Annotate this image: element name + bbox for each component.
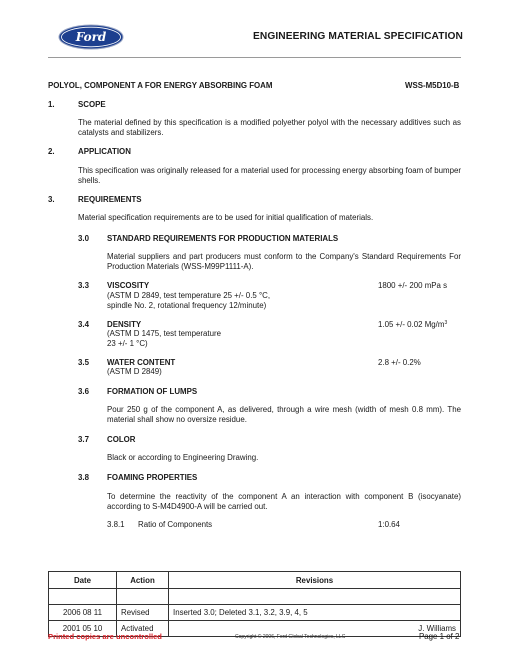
- viscosity-value: 1800 +/- 200 mPa s: [378, 281, 448, 290]
- density-conditions: 23 +/- 1 °C): [107, 339, 148, 348]
- requirement-heading-standard: STANDARD REQUIREMENTS FOR PRODUCTION MATERIALS: [107, 234, 339, 243]
- requirement-number: 3.6: [78, 387, 89, 396]
- requirement-number: 3.5: [78, 358, 89, 367]
- revision-action: Revised: [117, 605, 169, 621]
- revision-date: 2006 08 11: [49, 605, 117, 621]
- viscosity-method: (ASTM D 2849, test temperature 25 +/- 0.5 °C,: [107, 291, 271, 300]
- requirement-heading-water-content: WATER CONTENT: [107, 358, 176, 367]
- column-header-action: Action: [117, 572, 169, 589]
- revision-text: Inserted 3.0; Deleted 3.1, 3.2, 3.9, 4, 5: [173, 608, 308, 617]
- requirement-heading-lumps: FORMATION OF LUMPS: [107, 387, 198, 396]
- table-cell: [49, 589, 117, 605]
- requirement-heading-foaming: FOAMING PROPERTIES: [107, 473, 198, 482]
- column-header-date: Date: [49, 572, 117, 589]
- subrequirement-number: 3.8.1: [107, 520, 125, 529]
- requirement-heading-viscosity: VISCOSITY: [107, 281, 150, 290]
- document-code: WSS-M5D10-B: [405, 81, 460, 90]
- header-divider: [48, 57, 461, 58]
- ratio-label: Ratio of Components: [138, 520, 213, 529]
- table-row-spacer: [49, 589, 461, 605]
- section-number: 2.: [48, 147, 55, 156]
- section-heading-scope: SCOPE: [78, 100, 106, 109]
- requirement-number: 3.7: [78, 435, 89, 444]
- section-number: 1.: [48, 100, 55, 109]
- requirement-number: 3.3: [78, 281, 89, 290]
- color-text: Black or according to Engineering Drawing.: [107, 453, 259, 462]
- density-value-text: 1.05 +/- 0.02 Mg/m: [378, 320, 445, 329]
- density-value: [378, 320, 447, 330]
- ford-logo-text: Ford: [75, 30, 107, 44]
- density-unit-exponent: 3: [444, 320, 448, 326]
- section-number: 3.: [48, 195, 55, 204]
- revision-action: Activated: [117, 621, 169, 637]
- document-subject: POLYOL, COMPONENT A FOR ENERGY ABSORBING FOAM: [48, 81, 273, 90]
- density-method: (ASTM D 1475, test temperature: [107, 329, 222, 338]
- viscosity-conditions: spindle No. 2, rotational frequency 12/minute): [107, 301, 267, 310]
- table-cell: [117, 589, 169, 605]
- foaming-text: To determine the reactivity of the component A an interaction with component B (isocyanate) according to S-M4D4900-A will be carried out.: [107, 492, 461, 511]
- requirements-text: Material specification requirements are to be used for initial qualification of materials.: [78, 213, 374, 222]
- standard-requirements-text: Material suppliers and part producers must conform to the Company's Standard Requirements For Production Materials (WSS-M99P1111-A).: [107, 252, 461, 271]
- requirement-heading-color: COLOR: [107, 435, 136, 444]
- revisions-table: [48, 571, 461, 637]
- application-text: This specification was originally released for a material used for processing energy absorbing foam of bumper shells.: [78, 166, 461, 185]
- water-content-value: 2.8 +/- 0.2%: [378, 358, 421, 367]
- uncontrolled-copy-notice: Printed copies are uncontrolled: [48, 632, 162, 641]
- revision-date: 2001 05 10: [49, 621, 117, 637]
- revision-author: J. Williams: [418, 624, 456, 633]
- requirement-number: 3.4: [78, 320, 89, 329]
- document-title: ENGINEERING MATERIAL SPECIFICATION: [253, 31, 463, 42]
- scope-text: The material defined by this specification is a modified polyether polyol with the necessary additives such as catalysts and stabilizers.: [78, 118, 461, 137]
- requirement-number: 3.0: [78, 234, 89, 243]
- copyright-notice: Copyright © 2006, Ford Global Technologies, LLC: [235, 634, 346, 640]
- ratio-value: 1:0.64: [378, 520, 400, 529]
- table-header-row: [49, 572, 461, 589]
- section-heading-application: APPLICATION: [78, 147, 131, 156]
- page-number: Page 1 of 2: [419, 632, 460, 641]
- water-content-method: (ASTM D 2849): [107, 367, 162, 376]
- requirement-heading-density: DENSITY: [107, 320, 142, 329]
- section-heading-requirements: REQUIREMENTS: [78, 195, 142, 204]
- table-cell: [169, 589, 461, 605]
- lumps-text: Pour 250 g of the component A, as delivered, through a wire mesh (width of mesh 0.8 mm). The material shall show no oversize residue.: [107, 405, 461, 424]
- column-header-revisions: Revisions: [169, 572, 461, 589]
- table-row: [49, 605, 461, 621]
- requirement-number: 3.8: [78, 473, 89, 482]
- revision-description: [169, 605, 461, 621]
